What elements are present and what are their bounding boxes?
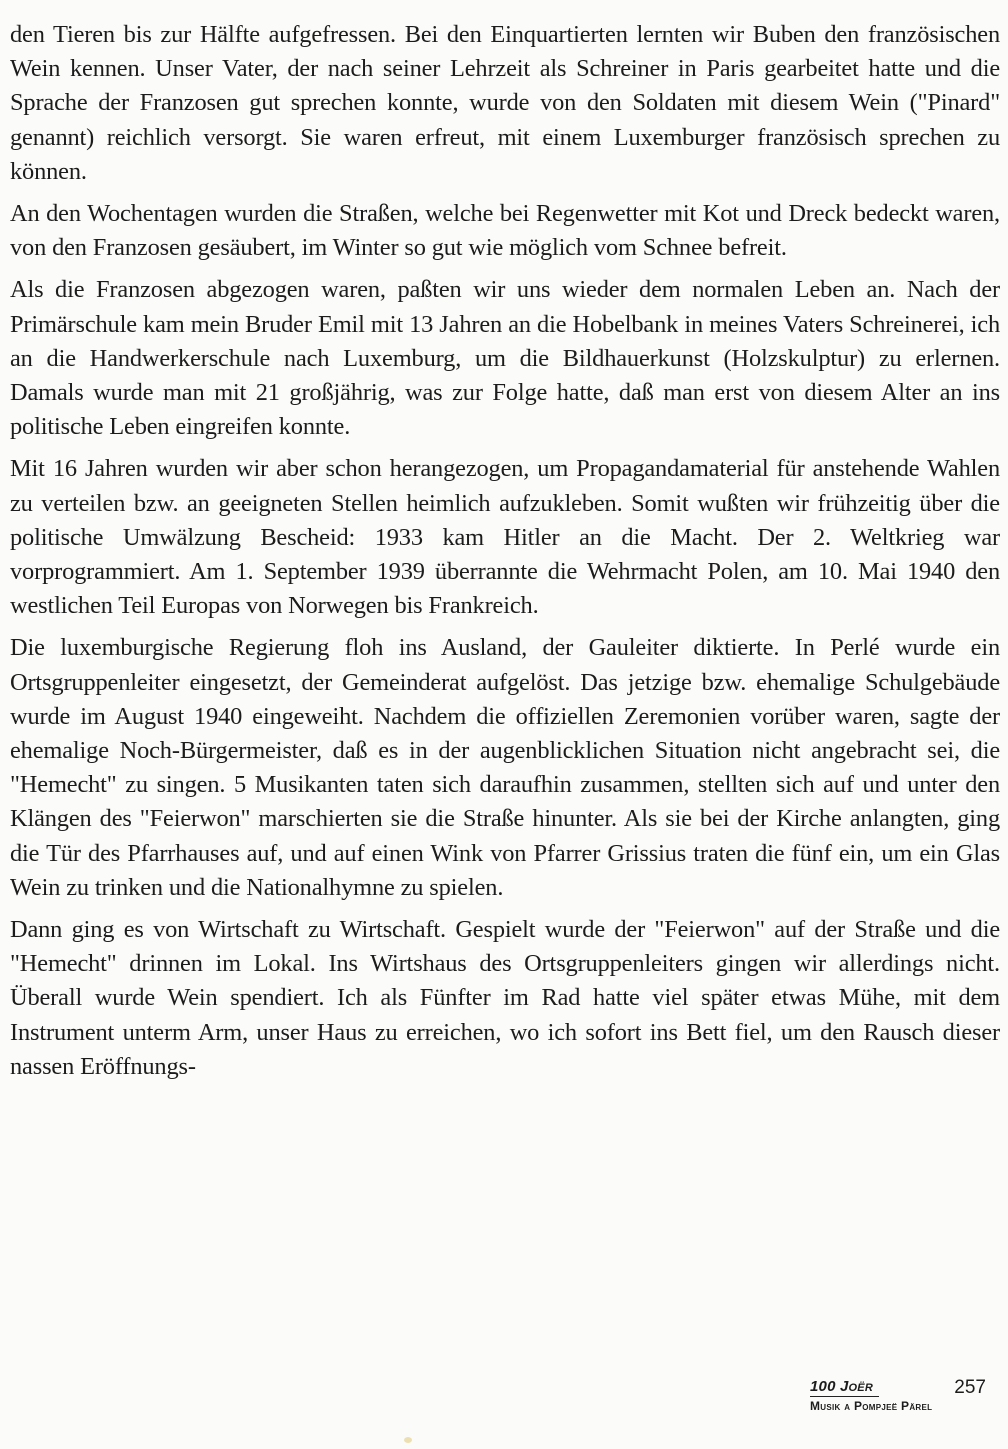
footer-top-line (810, 1378, 986, 1397)
book-title: 100 Joër (810, 1378, 879, 1397)
page-number: 257 (954, 1377, 986, 1398)
paragraph-1: den Tieren bis zur Hälfte aufgefressen. Bei den Einquartierten lernten wir Buben den französischen Wein kennen. Unser Vater, der nach seiner Lehrzeit als Schreiner in Paris gearbeitet hatte und die Sprache der Franzosen gut sprechen konnte, wurde von den Soldaten mit diesem Wein ("Pinard" genannt) reichlich versorgt. Sie waren erfreut, mit einem Luxemburger französisch sprechen zu können. (10, 21, 1000, 185)
scan-speck (404, 1437, 412, 1443)
paragraph-5: Die luxemburgische Regierung floh ins Ausland, der Gauleiter diktierte. In Perlé wurde ein Ortsgruppenleiter eingesetzt, der Gemeinderat aufgelöst. Das jetzige bzw. ehemalige Schulgebäude wurde im August 1940 eingeweiht. Nachdem die offiziellen Zeremonien vorüber waren, sagte der ehemalige Noch-Bürgermeister, daß es in der augenblicklichen Situation nicht angebracht sei, die "Hemecht" zu singen. 5 Musikanten taten sich daraufhin zusammen, stellten sich auf und unter den Klängen des "Feierwon" marschierten sie die Straße hinunter. Als sie bei der Kirche anlangten, ging die Tür des Pfarrhauses auf, und auf einen Wink von Pfarrer Grissius traten die fünf ein, um ein Glas Wein zu trinken und die Nationalhymne zu spielen. (10, 634, 1000, 901)
page-footer (810, 1378, 986, 1413)
book-subtitle: Musik a Pompjeë Pärel (810, 1399, 933, 1413)
page-body (10, 18, 1000, 1092)
paragraph-2: An den Wochentagen wurden die Straßen, welche bei Regenwetter mit Kot und Dreck bedeckt waren, von den Franzosen gesäubert, im Winter so gut wie möglich vom Schnee befreit. (10, 200, 1000, 262)
paragraph-6: Dann ging es von Wirtschaft zu Wirtschaft. Gespielt wurde der "Feierwon" auf der Straße und die "Hemecht" drinnen im Lokal. Ins Wirtshaus des Ortsgruppenleiters gingen wir allerdings nicht. Überall wurde Wein spendiert. Ich als Fünfter im Rad hatte viel später etwas Mühe, mit dem Instrument unterm Arm, unser Haus zu erreichen, wo ich sofort ins Bett fiel, um den Rausch dieser nassen Eröffnungs- (10, 916, 1000, 1080)
paragraph-4: Mit 16 Jahren wurden wir aber schon herangezogen, um Propagandamaterial für anstehende Wahlen zu verteilen bzw. an geeigneten Stellen heimlich aufzukleben. Somit wußten wir frühzeitig über die politische Umwälzung Bescheid: 1933 kam Hitler an die Macht. Der 2. Weltkrieg war vorprogrammiert. Am 1. September 1939 überrannte die Wehrmacht Polen, am 10. Mai 1940 den westlichen Teil Europas von Norwegen bis Frankreich. (10, 455, 1000, 620)
paragraph-3: Als die Franzosen abgezogen waren, paßten wir uns wieder dem normalen Leben an. Nach der Primärschule kam mein Bruder Emil mit 13 Jahren an die Hobelbank in meines Vaters Schreinerei, ich an die Handwerkerschule nach Luxemburg, um die Bildhauerkunst (Holzskulptur) zu erlernen. Damals wurde man mit 21 großjährig, was zur Folge hatte, daß man erst von diesem Alter an ins politische Leben eingreifen konnte. (10, 276, 1000, 441)
